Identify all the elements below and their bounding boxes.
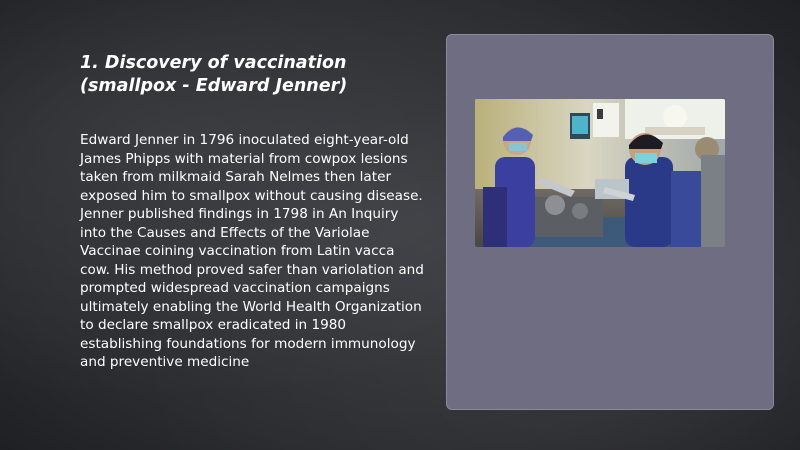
surgery-photo: [475, 99, 725, 247]
slide-body-text: Edward Jenner in 1796 inoculated eight-year-old James Phipps with material from cowpox lesions taken from milkmaid Sarah Nelmes then later exposed him to smallpox without causing disease. Jenner published findings in 1798 in An Inquiry into the Causes and Effects of the Variolae Vaccinae coining vaccination from Latin vacca cow. His method proved safer than variolation and prompted widespread vaccination campaigns ultimately enabling the World Health Organization to declare smallpox eradicated in 1980 establishing foundations for modern immunology and preventive medicine: [80, 132, 424, 370]
text-column: [80, 52, 425, 372]
image-panel: [446, 34, 774, 410]
slide-title: 1. Discovery of vaccination (smallpox - Edward Jenner): [80, 53, 348, 96]
